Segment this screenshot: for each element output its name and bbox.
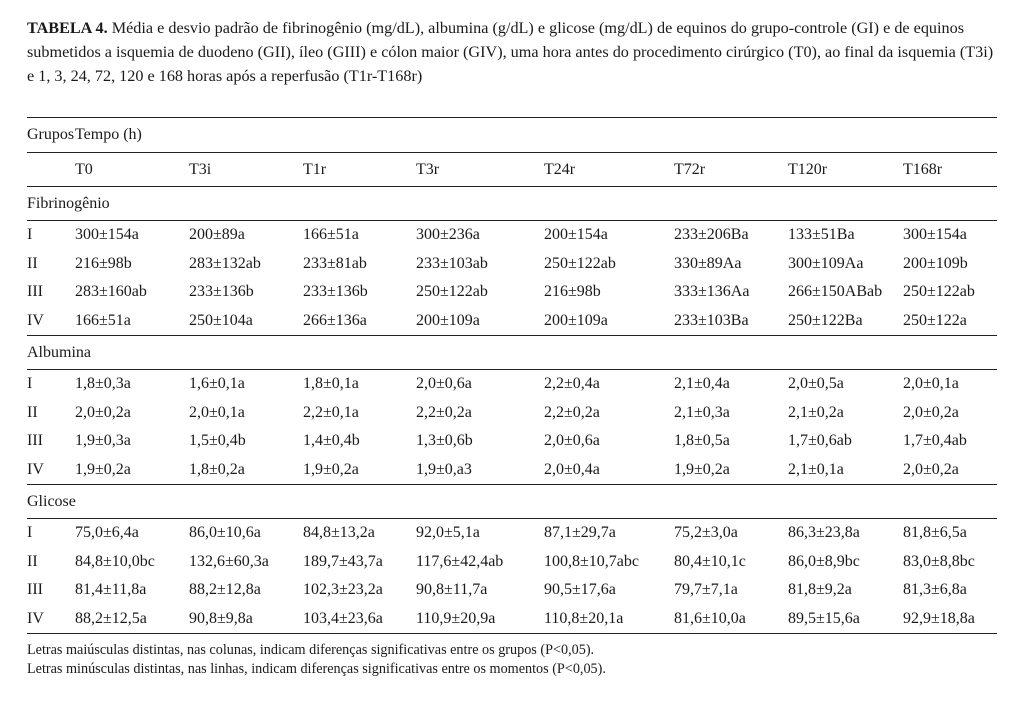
- value-cell: 216±98b: [544, 283, 601, 301]
- value-cell: 200±154a: [544, 226, 608, 244]
- value-cell: 283±132ab: [189, 254, 261, 272]
- value-cell: 233±103ab: [416, 254, 488, 272]
- value-cell: 2,2±0,4a: [544, 375, 600, 393]
- value-cell: 84,8±10,0bc: [75, 552, 155, 570]
- header-row-times: [27, 153, 997, 187]
- time-column-header: T24r: [544, 153, 674, 187]
- value-cell: 330±89Aa: [674, 254, 742, 272]
- value-cell: 2,0±0,1a: [189, 403, 245, 421]
- value-cell: 75,0±6,4a: [75, 524, 139, 542]
- value-cell: 1,9±0,3a: [75, 432, 131, 450]
- value-cell: 2,1±0,2a: [788, 403, 844, 421]
- value-cell: 1,9±0,2a: [75, 460, 131, 478]
- value-cell: 2,1±0,3a: [674, 403, 730, 421]
- value-cell: 86,0±8,9bc: [788, 552, 860, 570]
- value-cell: 81,3±6,8a: [903, 581, 967, 599]
- time-column-header: T72r: [674, 153, 788, 187]
- value-cell: 110,9±20,9a: [416, 605, 544, 634]
- value-cell: 166±51a: [75, 311, 131, 329]
- value-cell: 90,8±9,8a: [189, 605, 303, 634]
- value-cell: 266±150ABab: [788, 283, 883, 301]
- value-cell: 2,2±0,1a: [303, 403, 359, 421]
- section-title: Albumina: [27, 336, 997, 370]
- value-cell: 86,3±23,8a: [788, 524, 860, 542]
- value-cell: 133±51Ba: [788, 226, 855, 244]
- caption-text: Média e desvio padrão de fibrinogênio (mg/dL), albumina (g/dL) e glicose (mg/dL) de equinos do grupo-controle (GI) e de equinos submetidos a isquemia de duodeno (GII), íleo (GIII) e cólon maior (GIV), uma hora antes do procedimento cirúrgico (T0), ao final da isquemia (T3i) e 1, 3, 24, 72, 120 e 168 horas após a reperfusão (T1r-T168r): [27, 19, 994, 85]
- value-cell: 90,5±17,6a: [544, 581, 616, 599]
- value-cell: 200±109b: [903, 254, 968, 272]
- value-cell: 250±122ab: [416, 283, 488, 301]
- footnote-lowercase: Letras minúsculas distintas, nas linhas, indicam diferenças significativas entre os momentos (P<0,05).: [27, 661, 606, 677]
- table-row: [27, 605, 997, 634]
- table-row: [27, 221, 997, 250]
- value-cell: 86,0±10,6a: [189, 524, 261, 542]
- value-cell: 81,8±6,5a: [903, 524, 967, 542]
- value-cell: 250±104a: [189, 311, 253, 329]
- value-cell: 1,9±0,2a: [674, 460, 730, 478]
- value-cell: 1,5±0,4b: [189, 432, 246, 450]
- value-cell: 2,0±0,6a: [544, 432, 600, 450]
- table-row: [27, 370, 997, 399]
- table-row: [27, 519, 997, 548]
- value-cell: 250±122Ba: [788, 311, 863, 329]
- value-cell: 2,0±0,2a: [903, 403, 959, 421]
- value-cell: 300±236a: [416, 226, 480, 244]
- value-cell: 216±98b: [75, 254, 132, 272]
- group-cell: IV: [27, 460, 44, 478]
- data-table: [27, 117, 997, 634]
- value-cell: 1,7±0,4ab: [903, 432, 967, 450]
- group-cell: IV: [27, 311, 44, 329]
- value-cell: 266±136a: [303, 311, 367, 329]
- group-cell: I: [27, 524, 33, 542]
- group-cell: III: [27, 432, 43, 450]
- section-row: [27, 187, 997, 221]
- value-cell: 103,4±23,6a: [303, 605, 416, 634]
- value-cell: 2,0±0,1a: [903, 375, 959, 393]
- value-cell: 250±122ab: [544, 254, 616, 272]
- value-cell: 75,2±3,0a: [674, 524, 738, 542]
- value-cell: 200±109a: [544, 311, 608, 329]
- value-cell: 2,0±0,2a: [75, 403, 131, 421]
- value-cell: 1,8±0,2a: [189, 460, 245, 478]
- value-cell: 117,6±42,4ab: [416, 552, 504, 570]
- value-cell: 87,1±29,7a: [544, 524, 616, 542]
- value-cell: 2,0±0,5a: [788, 375, 844, 393]
- value-cell: 2,1±0,4a: [674, 375, 730, 393]
- value-cell: 1,8±0,5a: [674, 432, 730, 450]
- table-row: [27, 427, 997, 456]
- value-cell: 1,8±0,3a: [75, 375, 131, 393]
- value-cell: 110,8±20,1a: [544, 605, 674, 634]
- value-cell: 81,8±9,2a: [788, 581, 852, 599]
- value-cell: 100,8±10,7abc: [544, 552, 639, 570]
- section-row: [27, 485, 997, 519]
- value-cell: 2,2±0,2a: [416, 403, 472, 421]
- section-title: Fibrinogênio: [27, 187, 997, 221]
- value-cell: 200±109a: [416, 311, 480, 329]
- value-cell: 1,8±0,1a: [303, 375, 359, 393]
- value-cell: 2,0±0,4a: [544, 460, 600, 478]
- footnote-uppercase: Letras maiúsculas distintas, nas colunas, indicam diferenças significativas entre os grupos (P<0,05).: [27, 642, 595, 658]
- empty-header-cell: [27, 153, 75, 187]
- value-cell: 92,0±5,1a: [416, 524, 480, 542]
- value-cell: 250±122ab: [903, 283, 975, 301]
- value-cell: 1,9±0,2a: [303, 460, 359, 478]
- value-cell: 233±206Ba: [674, 226, 749, 244]
- time-column-header: T3r: [416, 153, 544, 187]
- time-header: Tempo (h): [75, 118, 997, 153]
- table-row: [27, 278, 997, 307]
- value-cell: 1,9±0,a3: [416, 460, 472, 478]
- value-cell: 300±154a: [75, 226, 139, 244]
- value-cell: 92,9±18,8a: [903, 605, 997, 634]
- time-column-header: T168r: [903, 153, 997, 187]
- value-cell: 233±136b: [189, 283, 254, 301]
- value-cell: 1,7±0,6ab: [788, 432, 852, 450]
- value-cell: 80,4±10,1c: [674, 552, 746, 570]
- value-cell: 84,8±13,2a: [303, 524, 375, 542]
- value-cell: 83,0±8,8bc: [903, 552, 975, 570]
- value-cell: 300±154a: [903, 226, 967, 244]
- time-column-header: T0: [75, 153, 189, 187]
- caption-label: TABELA 4.: [27, 19, 108, 37]
- value-cell: 2,2±0,2a: [544, 403, 600, 421]
- time-column-header: T3i: [189, 153, 303, 187]
- value-cell: 90,8±11,7a: [416, 581, 488, 599]
- value-cell: 81,4±11,8a: [75, 581, 147, 599]
- value-cell: 233±81ab: [303, 254, 367, 272]
- value-cell: 1,3±0,6b: [416, 432, 473, 450]
- value-cell: 102,3±23,2a: [303, 581, 383, 599]
- value-cell: 2,0±0,2a: [903, 460, 959, 478]
- table-row: [27, 307, 997, 336]
- value-cell: 283±160ab: [75, 283, 147, 301]
- group-cell: II: [27, 254, 38, 272]
- group-cell: IV: [27, 605, 75, 634]
- value-cell: 200±89a: [189, 226, 245, 244]
- value-cell: 300±109Aa: [788, 254, 864, 272]
- header-row-groups: [27, 118, 997, 153]
- value-cell: 250±122a: [903, 311, 967, 329]
- time-column-header: T120r: [788, 153, 903, 187]
- group-cell: I: [27, 226, 33, 244]
- value-cell: 233±103Ba: [674, 311, 749, 329]
- table-row: [27, 399, 997, 428]
- footnotes: [27, 641, 606, 679]
- value-cell: 2,0±0,6a: [416, 375, 472, 393]
- table-row: [27, 250, 997, 279]
- value-cell: 233±136b: [303, 283, 368, 301]
- value-cell: 81,6±10,0a: [674, 605, 788, 634]
- value-cell: 189,7±43,7a: [303, 552, 383, 570]
- table-row: [27, 456, 997, 485]
- value-cell: 2,1±0,1a: [788, 460, 844, 478]
- value-cell: 333±136Aa: [674, 283, 750, 301]
- group-cell: II: [27, 403, 38, 421]
- time-column-header: T1r: [303, 153, 416, 187]
- section-row: [27, 336, 997, 370]
- group-cell: II: [27, 552, 38, 570]
- table-row: [27, 576, 997, 605]
- groups-header: Grupos: [27, 118, 75, 153]
- value-cell: 1,4±0,4b: [303, 432, 360, 450]
- table-row: [27, 548, 997, 577]
- group-cell: III: [27, 581, 43, 599]
- value-cell: 166±51a: [303, 226, 359, 244]
- group-cell: I: [27, 375, 33, 393]
- table-caption: [27, 16, 1002, 88]
- group-cell: III: [27, 283, 43, 301]
- value-cell: 79,7±7,1a: [674, 581, 738, 599]
- value-cell: 88,2±12,8a: [189, 581, 261, 599]
- section-title: Glicose: [27, 485, 997, 519]
- value-cell: 89,5±15,6a: [788, 605, 903, 634]
- value-cell: 132,6±60,3a: [189, 552, 269, 570]
- value-cell: 88,2±12,5a: [75, 605, 189, 634]
- value-cell: 1,6±0,1a: [189, 375, 245, 393]
